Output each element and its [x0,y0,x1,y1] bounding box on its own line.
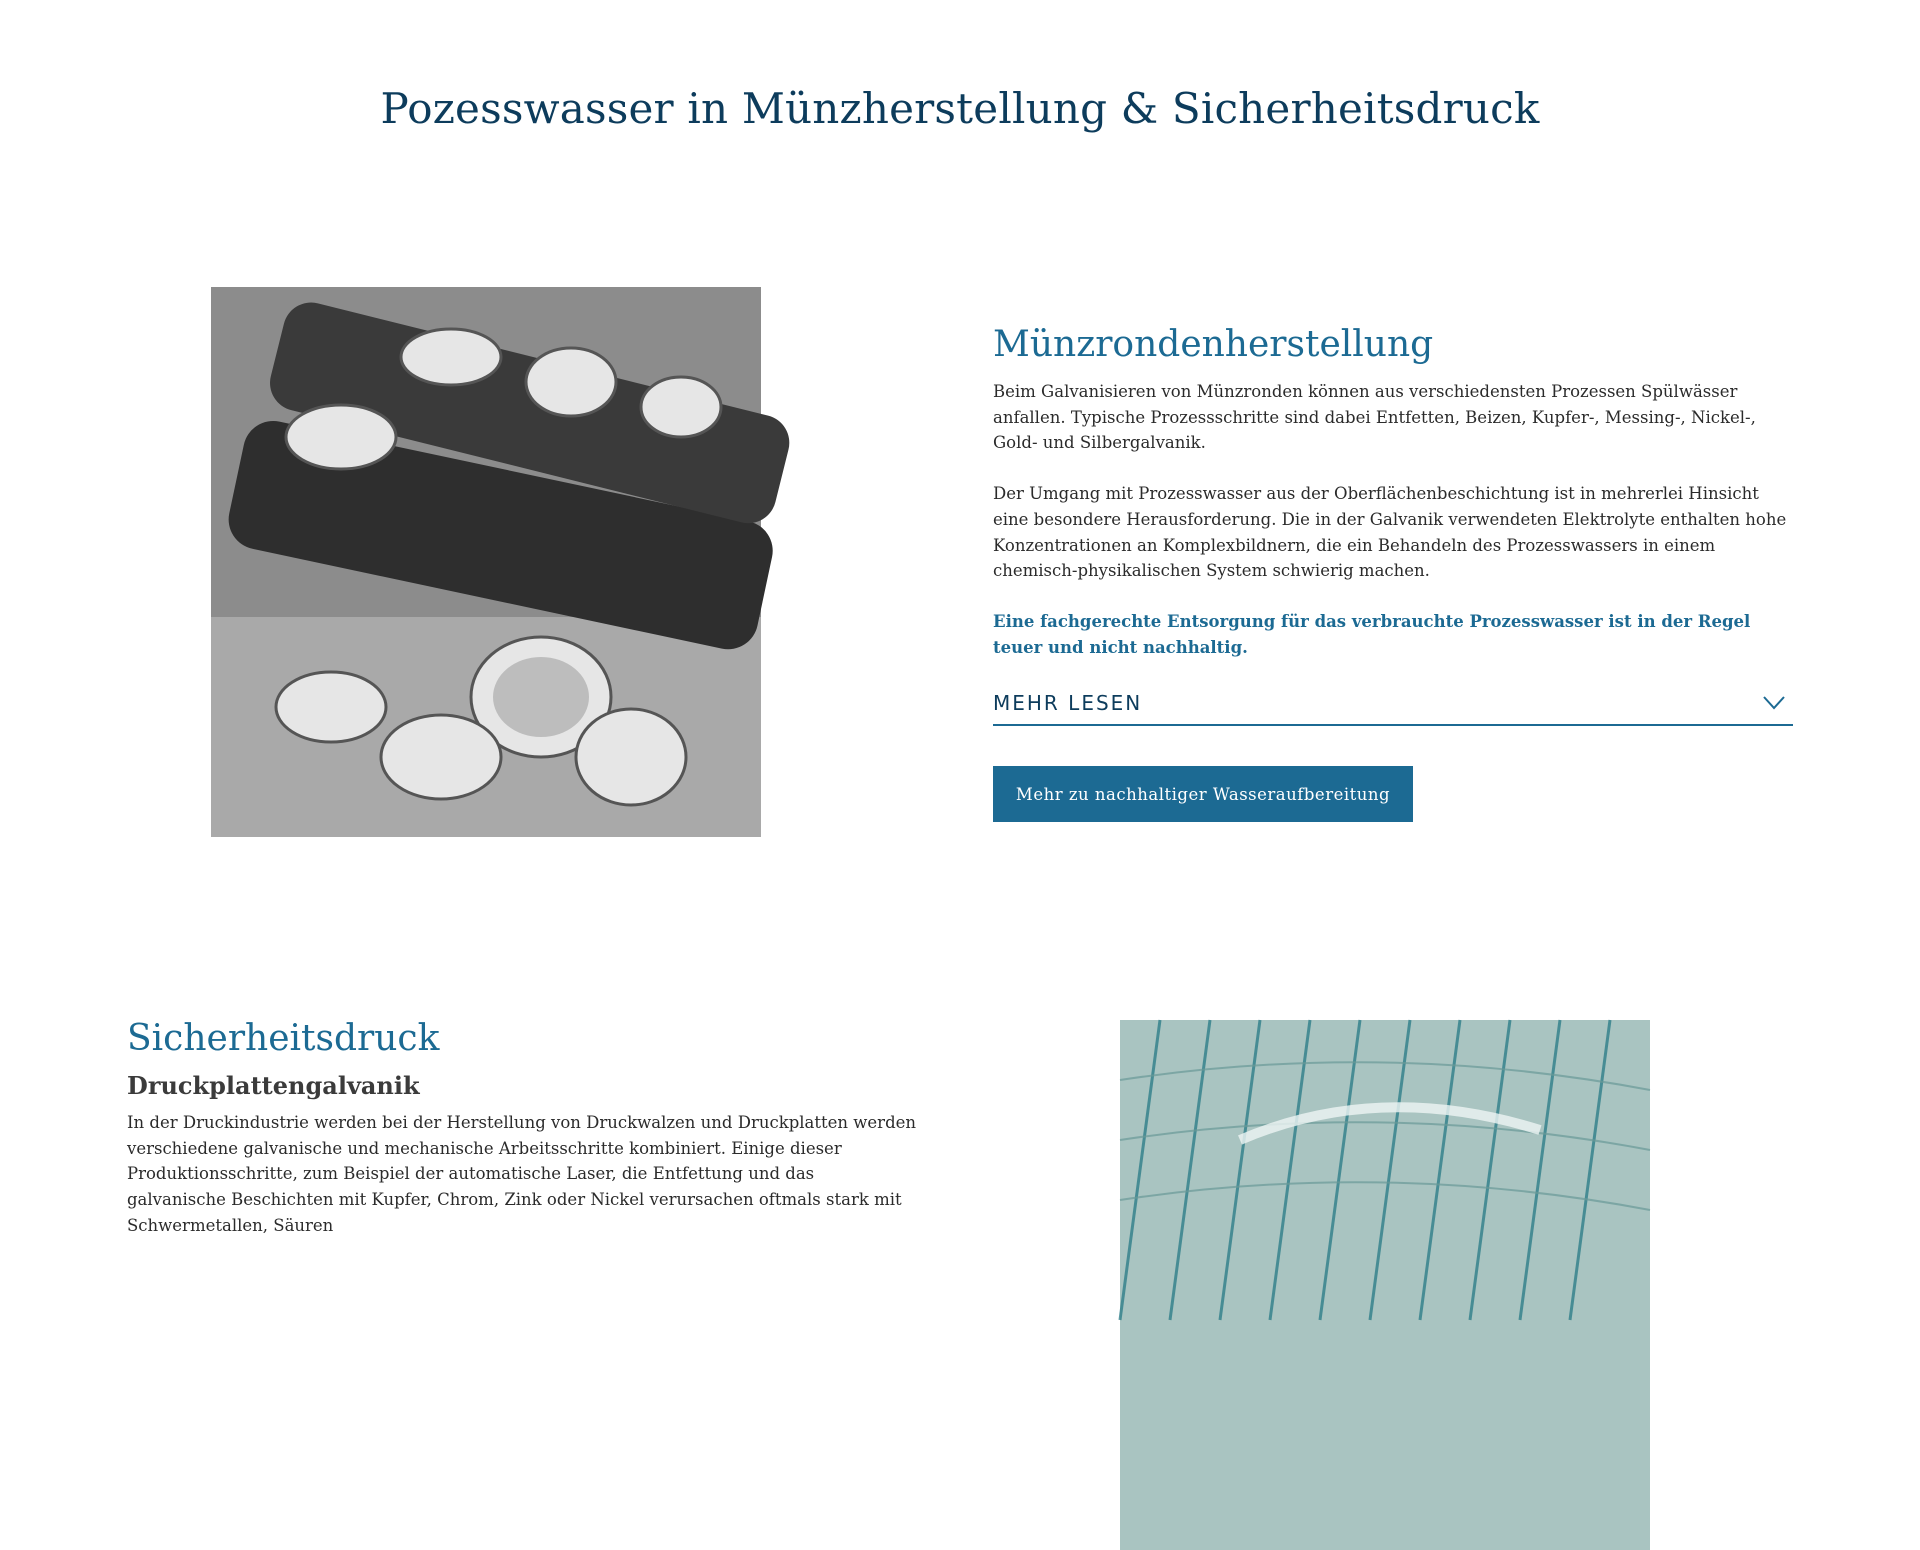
section-sicherheitsdruck [127,1018,917,1264]
coins-image [211,287,761,837]
section-heading: Sicherheitsdruck [127,1018,440,1059]
banknote-print-photo-icon [1120,1020,1650,1550]
paragraph: Beim Galvanisieren von Münzronden können aus verschiedensten Prozessen Spülwässer anfallen. Typische Prozessschritte sind dabei Entfetten, Beizen, Kupfer-, Messing-, Nickel-, Gold- und Silbergalvanik. [993,382,1756,453]
section-muenzronden [993,324,1793,822]
accordion-label: MEHR LESEN [993,691,1143,716]
paragraph: Der Umgang mit Prozesswasser aus der Oberflächenbeschichtung ist in mehrerlei Hinsicht eine besondere Herausforderung. Die in der Galvanik verwendeten Elektrolyte enthalten hohe Konzentrationen an Komplexbildnern, die ein Behandeln des Prozesswassers in einem chemisch-physikalischen System schwierig machen. [993,484,1787,581]
chevron-down-icon [1763,696,1785,710]
paragraph: In der Druckindustrie werden bei der Herstellung von Druckwalzen und Druckplatten werden verschiedene galvanische und mechanische Arbeitsschritte kombiniert. Einige dieser Produktionsschritte, zum Beispiel der automatische Laser, die Entfettung und das galvanische Beschichten mit Kupfer, Chrom, Zink oder Nickel verursachen oftmals stark mit Schwermetallen, Säuren [127,1113,917,1235]
highlight-text: Eine fachgerechte Entsorgung für das verbrauchte Prozesswasser ist in der Regel teuer und nicht nachhaltig. [993,611,1751,657]
section-heading: Münzrondenherstellung [993,324,1434,365]
coins-photo-icon [211,287,761,837]
water-treatment-button[interactable]: Mehr zu nachhaltiger Wasseraufbereitung [993,766,1413,822]
read-more-accordion[interactable] [993,682,1793,726]
banknote-print-image [1120,1020,1650,1550]
page-title: Pozesswasser in Münzherstellung & Sicherheitsdruck [380,84,1540,133]
subheading: Druckplattengalvanik [127,1071,420,1100]
